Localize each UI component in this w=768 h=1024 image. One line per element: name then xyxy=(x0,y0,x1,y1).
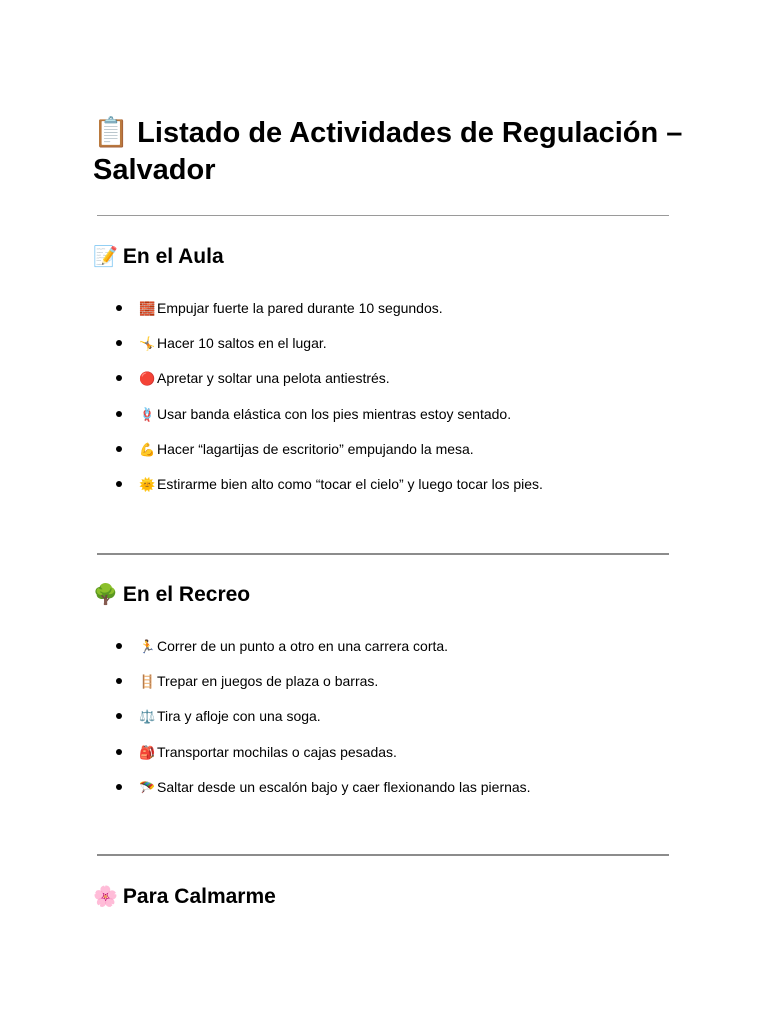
section-heading-text: En el Aula xyxy=(122,245,224,268)
cherry-blossom-icon: 🌸 xyxy=(93,884,118,908)
cartwheel-icon: 🤸 xyxy=(139,337,156,353)
section-heading-text: En el Recreo xyxy=(122,583,251,606)
list-item xyxy=(0,368,768,403)
list-item-text: Hacer 10 saltos en el lugar. xyxy=(157,335,327,352)
bullet xyxy=(116,481,122,487)
list-item-text: Saltar desde un escalón bajo y caer flexionando las piernas. xyxy=(157,778,531,795)
list-item-text: Hacer “lagartijas de escritorio” empujando la mesa. xyxy=(157,440,474,457)
section-heading-calmarme xyxy=(93,883,276,910)
list-item xyxy=(0,404,768,439)
bullet xyxy=(116,411,122,417)
list-item-text: Estirarme bien alto como “tocar el cielo” y luego tocar los pies. xyxy=(157,475,543,492)
red-circle-icon: 🔴 xyxy=(139,372,156,388)
bullet xyxy=(116,305,122,311)
page-title xyxy=(93,114,693,189)
list-item-text: Usar banda elástica con los pies mientras estoy sentado. xyxy=(157,405,512,422)
parachute-icon: 🪂 xyxy=(139,780,156,796)
list-item xyxy=(0,671,768,706)
list-item-text: Correr de un punto a otro en una carrera corta. xyxy=(157,638,449,654)
activity-list-recreo xyxy=(0,636,768,812)
bullet xyxy=(116,340,122,346)
memo-icon: 📝 xyxy=(93,244,118,268)
page-title-text: Listado de Actividades de Regulación – Salvador xyxy=(93,117,683,186)
sun-face-icon: 🌞 xyxy=(139,477,156,493)
list-item xyxy=(0,333,768,368)
balance-scale-icon: ⚖️ xyxy=(139,710,156,726)
list-item xyxy=(0,439,768,474)
bullet xyxy=(116,678,122,684)
bullet xyxy=(116,375,122,381)
runner-icon: 🏃 xyxy=(139,640,156,655)
bullet xyxy=(116,713,122,719)
bullet xyxy=(116,643,122,649)
list-item-text: Empujar fuerte la pared durante 10 segundos. xyxy=(157,300,443,316)
list-item xyxy=(0,742,768,777)
clipboard-icon: 📋 xyxy=(93,115,130,149)
bullet xyxy=(116,749,122,755)
list-item xyxy=(0,298,768,333)
divider xyxy=(97,215,669,216)
divider xyxy=(97,854,669,856)
list-item-text: Tira y afloje con una soga. xyxy=(157,708,321,725)
section-heading-aula xyxy=(93,243,224,270)
list-item xyxy=(0,474,768,509)
section-heading-recreo xyxy=(93,581,250,608)
divider xyxy=(97,553,669,555)
bullet xyxy=(116,784,122,790)
knot-icon: 🪢 xyxy=(139,407,156,423)
list-item-text: Trepar en juegos de plaza o barras. xyxy=(157,673,379,690)
bullet xyxy=(116,446,122,452)
section-heading-text: Para Calmarme xyxy=(122,885,276,908)
list-item xyxy=(0,777,768,812)
ladder-icon: 🪜 xyxy=(139,675,156,691)
list-item xyxy=(0,636,768,671)
bricks-icon: 🧱 xyxy=(139,302,156,317)
activity-list-aula xyxy=(0,298,768,509)
list-item-text: Transportar mochilas o cajas pesadas. xyxy=(157,743,397,760)
list-item xyxy=(0,706,768,741)
tree-icon: 🌳 xyxy=(93,582,118,606)
list-item-text: Apretar y soltar una pelota antiestrés. xyxy=(157,370,390,387)
backpack-icon: 🎒 xyxy=(139,745,156,761)
flexed-biceps-icon: 💪 xyxy=(139,442,156,458)
